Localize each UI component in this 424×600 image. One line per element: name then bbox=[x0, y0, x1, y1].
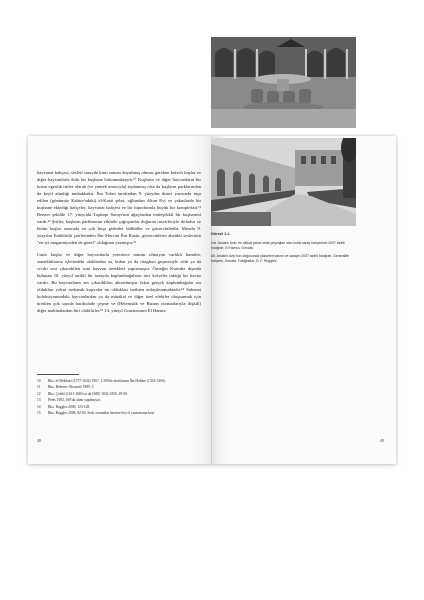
paragraph: Canlı kuşlar ve diğer hayvanlarla yeterince tatmin olmayan varlıklı hamiler, sanatkârlarına içlerindeki olaklardan su, buhar ya da rüzgârın geçmesiyle ıslık ya da cıvıltı sesi çıkarabilen suni hayvan örnekleri yaptırmıştır. Örneğin Kurtuba dışında bulunan 10. yüzyıl tarihli bir sarayda kaplumbağaların inci kolyeler taktığı bir havuz vardır. Bu hayvanların ses çıkardıkları aktarılmıştır fakat gerçek kaplumbağalar mı oldukları yoksa mekanik kopyalar mı oldukları tarihten anlaşılmamaktadır.¹⁴ Saltanat koleksiyonundaki hayvanlardan ya da müzikal ve diğer özel efektler oluşturmak için üretilen çok sayıda harikulade çeşme ve (Helenistik ve Bizans otomatlarıyla ilişkili) diğer makinalardan biri olabilirler.¹⁵ 14. yüzyıl Gırnatasının El Hamra bbox=[37, 251, 201, 313]
footnotes bbox=[37, 378, 201, 416]
footnote bbox=[37, 410, 201, 416]
footnote-number: 15 bbox=[37, 411, 41, 416]
footnote-text: Bkz. Ruggles 2000, 123-128. bbox=[48, 404, 91, 409]
caption-title: Görsel 1.1. bbox=[211, 232, 231, 236]
footnote-number: 11 bbox=[37, 385, 41, 390]
footnote-number: 10 bbox=[37, 379, 41, 383]
caption-line: Üst. Arslanlı Avlu, en dikkat çekici ortak peyzajları olan kulisi saray bahçesinin 2007 tarihli fotoğrafı, El Hamra, Gırnata. bbox=[211, 241, 345, 251]
photo-generalife-garden bbox=[211, 138, 356, 226]
footnote-text: Pérès 1983, 169'da alıntı yapılmıştır. bbox=[48, 398, 101, 403]
body-text bbox=[37, 169, 201, 314]
footnote-text: Bkz. el-Mokkari (1577-1632) 1967, 1:380'de alıntılanan İbn Haldun (1332-1406). bbox=[48, 379, 166, 383]
footnote-text: Bkz. Çelebi (1611-1684 ya da 1685) 1834-1850, 49-50. bbox=[48, 391, 128, 396]
page-number-right: 49 bbox=[380, 438, 384, 443]
footnote-number: 14 bbox=[37, 404, 41, 409]
photo-court-of-lions bbox=[211, 37, 356, 128]
caption-line: Alt. Arslanlı Avlu'nun doğusunda yükselen kasrın ve sarayın 2007 tarihli fotoğrafı, Generalife bahçesi, Gırnata. Fotoğraflar: D. F. Ruggles. bbox=[211, 253, 349, 263]
page-number-left: 48 bbox=[37, 438, 41, 443]
paragraph: hayvanat bahçesi, seslerl sarayda kimi zaman duyulmuş olması gereken kafesli kuşlar ve diğer hayvanlarla dolu bir kuşhane bulunmaktaydı.¹⁰ Kuşların ve diğer hayvanların bir kısmı egzotik türler olarak (ve yemek amacıyla) toplanmış olsa da kuşların parklarından da keyif alındığı muhakkaktı. İbn Tolun tarafından 9. yüzyılın ikinci yarısında inşa edilen (günümüz Kahire'ndeki) el-Katai şehri, oğlundan Altun Evi ve yakınlarda bir kuşhane eklediği bahçeler, hayvanat bahçesi ve bir hipodromla büyük bir kompleksti.¹¹ Benzer şekilde 17. yüzyılda Topkapı Sarayı'nın ağaçlardan müteşekkil bir kuşhanesi vardı.¹² Şiirler, kuşların parklarının zihinde çağrışımlar doğuran tasvirleriyle doludur ve bütün kuşlar arasında en çok hoşa gidenler bülbüller ve güvercinlerdir. Mesela 9. yüzyılın Endülüslü şairlerinden İbn Mervan İbn Razin, güvercinlerin ahenkli seslerinin "en iyi maganniyeden de güzel" olduğunu yazmıştır.¹³ bbox=[37, 170, 201, 245]
left-page bbox=[28, 136, 212, 464]
footnote-rule bbox=[37, 374, 79, 375]
footnote-number: 12 bbox=[37, 391, 41, 396]
figure-caption bbox=[211, 232, 356, 266]
footnote-text: Bkz. Ruggles 2008, 82-83. Sesli otomatlar üzerine bey el yazmasının kısa bbox=[48, 411, 155, 416]
footnote-text: Bkz. Behrens-Abouseif 1989, 5. bbox=[48, 385, 95, 390]
footnote-number: 13 bbox=[37, 398, 41, 403]
